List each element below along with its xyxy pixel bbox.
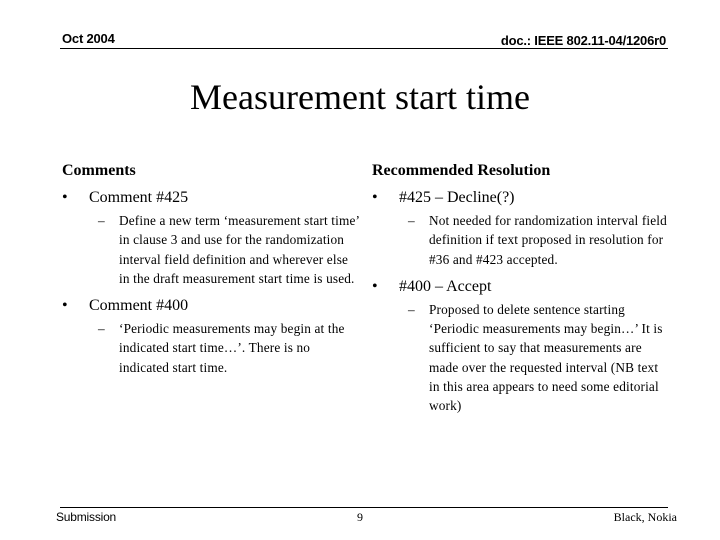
resolution-item-425 — [372, 188, 672, 208]
resolution-column — [372, 162, 672, 416]
comments-heading: Comments — [62, 162, 136, 179]
resolution-detail-text: Not needed for randomization interval field definition if text proposed in resolution for #36 and #423 accepted. — [429, 213, 667, 267]
comments-column — [62, 162, 362, 377]
comment-item-label: Comment #400 — [89, 297, 189, 315]
header-doc-id: doc.: IEEE 802.11-04/1206r0 — [500, 33, 666, 48]
bullet: • — [62, 297, 68, 315]
comment-item-400 — [62, 296, 362, 316]
comment-detail-text: ‘Periodic measurements may begin at the indicated start time…’. There is no indicated start time. — [119, 321, 345, 375]
resolution-detail-text: Proposed to delete sentence starting ‘Periodic measurements may begin…’ It is sufficient to say that measurements are made over the requested interval (NB text in this area appears to need some editorial work) — [429, 301, 663, 414]
comment-item-label: Comment #425 — [89, 189, 189, 206]
slide-title: Measurement start time — [190, 77, 530, 117]
comment-detail-text: Define a new term ‘measurement start time’ in clause 3 and use for the randomization interval field definition and wherever else in the draft measurement start time is used. — [119, 213, 360, 286]
resolution-item-label: #425 – Decline(?) — [399, 189, 515, 206]
page-number: 9 — [357, 510, 363, 524]
resolution-item-400 — [372, 277, 672, 297]
bullet: • — [62, 189, 68, 206]
dash: – — [98, 321, 105, 337]
comment-detail-425 — [62, 211, 362, 288]
resolution-heading: Recommended Resolution — [372, 162, 551, 179]
header-rule — [60, 48, 668, 49]
resolution-detail-400 — [372, 300, 672, 416]
dash: – — [408, 213, 415, 228]
bullet: • — [372, 189, 378, 206]
footer-rule — [60, 507, 668, 508]
bullet: • — [372, 277, 378, 295]
resolution-item-label: #400 – Accept — [399, 277, 492, 295]
footer-author: Black, Nokia — [613, 510, 677, 524]
dash: – — [408, 301, 415, 317]
header-date: Oct 2004 — [62, 31, 115, 46]
comment-item-425 — [62, 188, 362, 208]
comment-detail-400 — [62, 319, 362, 377]
dash: – — [98, 213, 105, 228]
resolution-detail-425 — [372, 211, 672, 269]
footer-submission: Submission — [56, 510, 117, 524]
